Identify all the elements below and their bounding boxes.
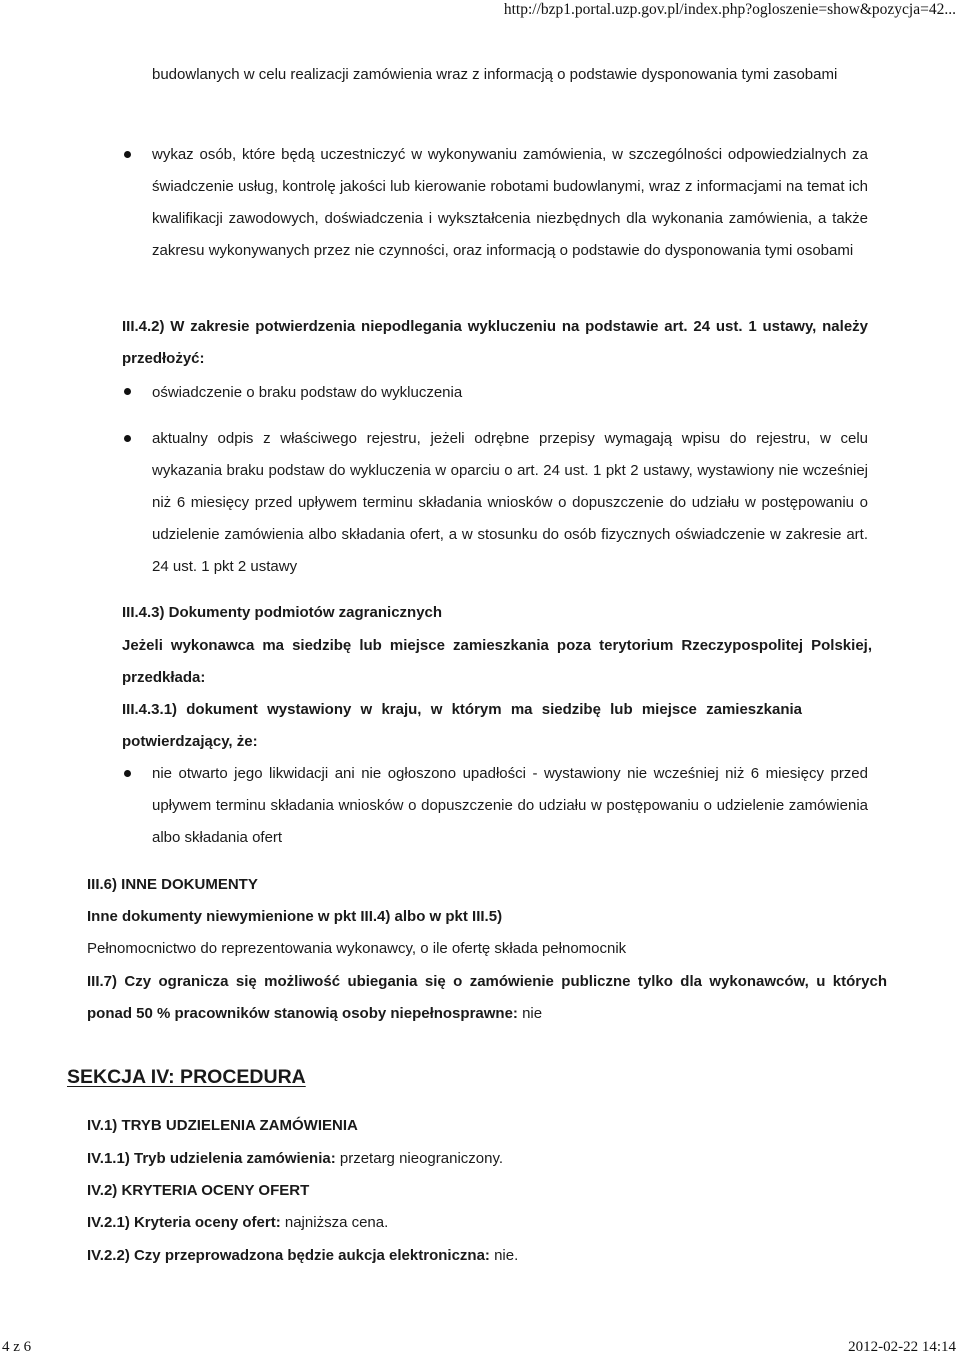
heading-iii-6: III.6) INNE DOKUMENTY	[87, 876, 258, 893]
page-number: 4 z 6	[2, 1339, 32, 1355]
iv-1-1-answer: przetarg nieograniczony.	[339, 1150, 504, 1167]
heading-iii-4-3-1: III.4.3.1) dokument wystawiony w kraju, w którym ma siedzibę lub miejsce zamieszkania potwierdzający, że:	[122, 701, 802, 750]
iv-2-2	[87, 1246, 518, 1266]
page-url: http://bzp1.portal.uzp.gov.pl/index.php?ogloszenie=show&pozycja=42...	[503, 1, 956, 18]
iii-7-answer: nie	[522, 1005, 543, 1022]
bullet-icon	[124, 435, 131, 442]
iv-2-1-answer: najniższa cena.	[284, 1214, 389, 1231]
heading-foreign: Jeżeli wykonawca ma siedzibę lub miejsce zamieszkania poza terytorium Rzeczypospolitej Polskiej, przedkłada:	[122, 637, 872, 686]
heading-iii-6-sub: Inne dokumenty niewymienione w pkt III.4) albo w pkt III.5)	[87, 908, 503, 925]
heading-iii-7	[87, 966, 887, 1030]
bullet-icon	[124, 388, 131, 395]
bullet-icon	[124, 770, 131, 777]
section-iv-title: SEKCJA IV: PROCEDURA	[67, 1066, 306, 1088]
iv-2-1-question: IV.2.1) Kryteria oceny ofert:	[87, 1214, 281, 1231]
print-datetime: 2012-02-22 14:14	[848, 1339, 956, 1355]
iv-1-1-question: IV.1.1) Tryb udzielenia zamówienia:	[87, 1150, 336, 1167]
bullet-icon	[124, 151, 131, 158]
iv-2-2-answer: nie.	[494, 1247, 519, 1264]
iii-6-text: Pełnomocnictwo do reprezentowania wykonawcy, o ile ofertę składa pełnomocnik	[87, 940, 627, 957]
heading-iv-1: IV.1) TRYB UDZIELENIA ZAMÓWIENIA	[87, 1117, 358, 1134]
iv-2-1	[87, 1213, 388, 1233]
heading-iii-4-3: III.4.3) Dokumenty podmiotów zagranicznych	[122, 604, 443, 621]
bullet-persons: wykaz osób, które będą uczestniczyć w wykonywaniu zamówienia, w szczególności odpowiedzialnych za świadczenie usług, kontrolę jakości lub kierowanie robotami budowlanymi, wraz z informacjami na temat ich kwalifikacji zawodowych, doświadczenia i wykształcenia niezbędnych dla wykonania zamówienia, a także zakresu wykonywanych przez nie czynności, oraz informacją o podstawie do dysponowania tymi osobami	[152, 146, 868, 259]
iv-1-1	[87, 1149, 503, 1169]
iv-2-2-question: IV.2.2) Czy przeprowadzona będzie aukcja elektroniczna:	[87, 1247, 490, 1264]
iii-7-question: III.7) Czy ogranicza się możliwość ubiegania się o zamówienie publiczne tylko dla wykonawców, u których ponad 50 % pracowników stanowią osoby niepełnosprawne:	[87, 973, 887, 1022]
heading-iv-2: IV.2) KRYTERIA OCENY OFERT	[87, 1182, 310, 1199]
bullet-registry: aktualny odpis z właściwego rejestru, jeżeli odrębne przepisy wymagają wpisu do rejestru, w celu wykazania braku podstaw do wykluczenia w oparciu o art. 24 ust. 1 pkt 2 ustawy, wystawiony nie wcześniej niż 6 miesięcy przed upływem terminu składania wniosków o dopuszczenie do udziału w postępowaniu o udzielenie zamówienia albo składania ofert, a w stosunku do osób fizycznych oświadczenie w zakresie art. 24 ust. 1 pkt 2 ustawy	[152, 430, 868, 575]
bullet-statement: oświadczenie o braku podstaw do wykluczenia	[152, 384, 463, 401]
continued-paragraph: budowlanych w celu realizacji zamówienia wraz z informacją o podstawie dysponowania tymi zasobami	[152, 66, 838, 83]
heading-iii-4-2: III.4.2) W zakresie potwierdzenia niepodlegania wykluczeniu na podstawie art. 24 ust. 1 ustawy, należy przedłożyć:	[122, 318, 868, 367]
bullet-bankruptcy: nie otwarto jego likwidacji ani nie ogłoszono upadłości - wystawiony nie wcześniej niż 6 miesięcy przed upływem terminu składania wniosków o dopuszczenie do udziału w postępowaniu o udzielenie zamówienia albo składania ofert	[152, 765, 868, 846]
